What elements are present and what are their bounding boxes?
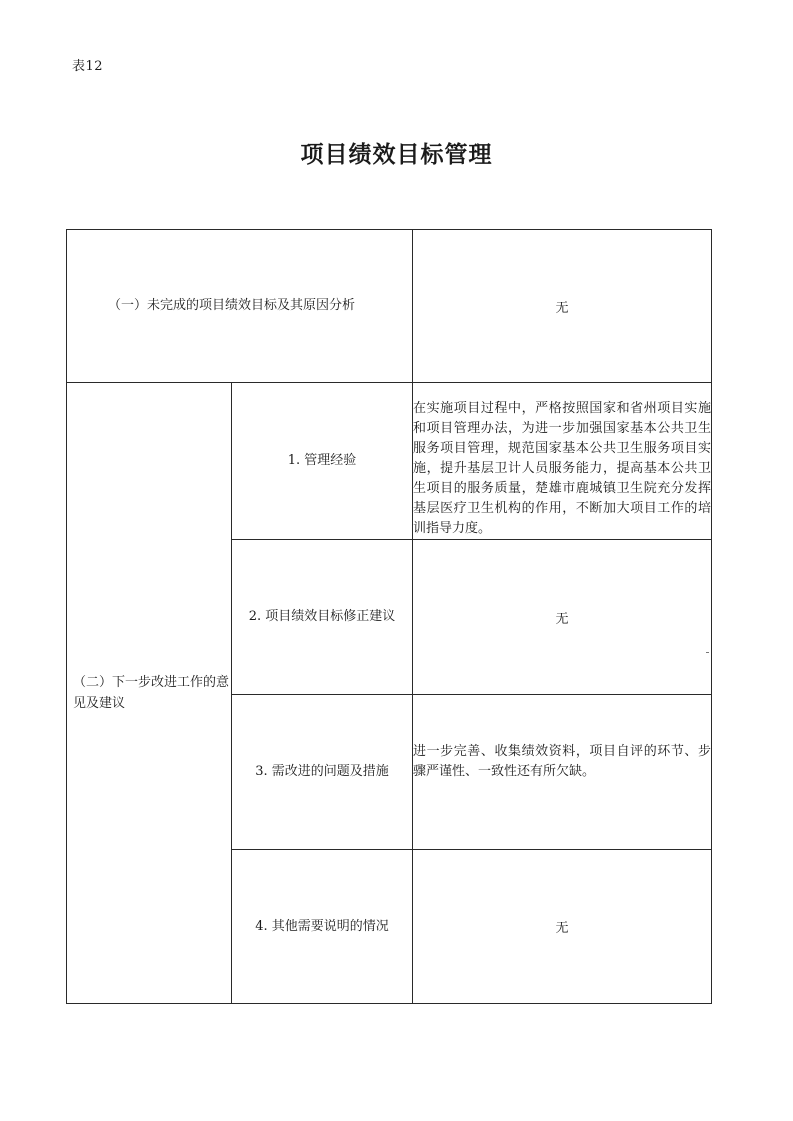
page-title: 项目绩效目标管理 [300,142,493,168]
item1-label: 1. 管理经验 [232,383,413,540]
performance-table [66,229,711,1001]
table-number-label: 表12 [72,59,104,74]
item2-value: 无 [413,540,712,695]
section1-value: 无 [413,230,712,383]
item4-value: 无 [413,850,712,1004]
scan-mark [706,652,709,653]
section1-label: （一）未完成的项目绩效目标及其原因分析 [67,230,413,383]
table-row [67,230,712,383]
item3-label: 3. 需改进的问题及措施 [232,695,413,850]
item4-label: 4. 其他需要说明的情况 [232,850,413,1004]
section2-label: （二）下一步改进工作的意见及建议 [67,383,232,1004]
item3-value: 进一步完善、收集绩效资料，项目自评的环节、步骤严谨性、一致性还有所欠缺。 [413,695,712,850]
item2-label: 2. 项目绩效目标修正建议 [232,540,413,695]
table-row [67,383,712,540]
item1-value: 在实施项目过程中，严格按照国家和省州项目实施和项目管理办法，为进一步加强国家基本公共卫生服务项目管理，规范国家基本公共卫生服务项目实施，提升基层卫计人员服务能力，提高基本公共卫生项目的服务质量，楚雄市鹿城镇卫生院充分发挥基层医疗卫生机构的作用，不断加大项目工作的培训指导力度。 [413,383,712,540]
